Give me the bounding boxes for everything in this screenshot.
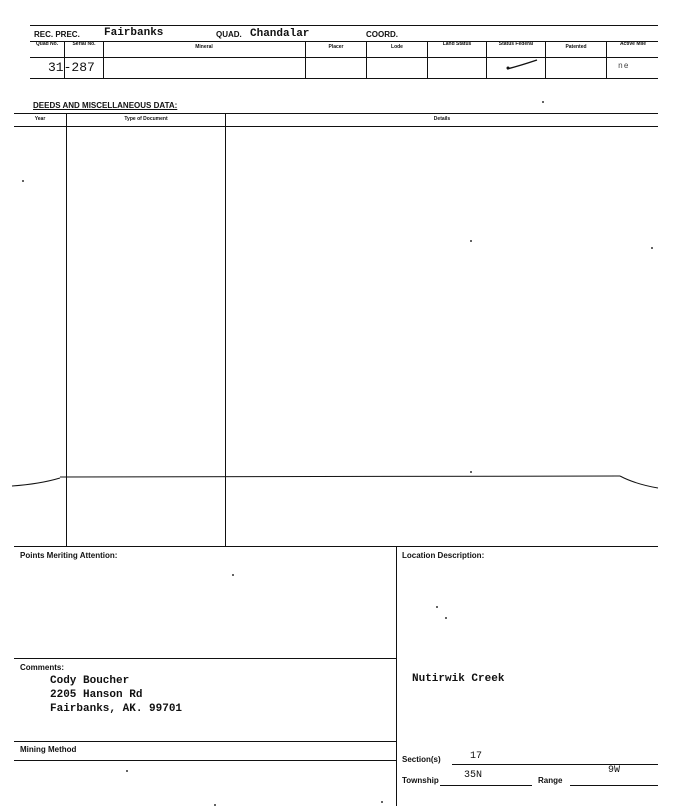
points-bottom-rule bbox=[14, 658, 396, 659]
col-quad-no: Quad No. bbox=[35, 41, 59, 47]
comments-line-1: Cody Boucher bbox=[50, 675, 130, 687]
sections-label: Section(s) bbox=[402, 755, 441, 764]
speck bbox=[445, 617, 447, 619]
speck bbox=[542, 101, 544, 103]
deeds-col-type: Type of Document bbox=[124, 116, 168, 122]
range-label: Range bbox=[538, 776, 563, 785]
page-join-line bbox=[10, 470, 670, 494]
speck bbox=[470, 240, 472, 242]
rec-prec-label: REC. PREC. bbox=[34, 30, 80, 39]
header-bottom-rule bbox=[30, 78, 658, 79]
col-mineral: Mineral bbox=[195, 44, 213, 50]
col-active: Active Mile bbox=[619, 41, 647, 47]
comments-label: Comments: bbox=[20, 663, 65, 672]
mining-method-label: Mining Method bbox=[20, 745, 77, 754]
status-check-mark bbox=[505, 58, 539, 72]
location-value: Nutirwik Creek bbox=[412, 673, 505, 685]
divider-patented bbox=[606, 41, 607, 78]
col-lode: Lode bbox=[391, 44, 403, 50]
coord-label: COORD. bbox=[366, 30, 398, 39]
speck bbox=[232, 574, 234, 576]
quad-label: QUAD. bbox=[216, 30, 242, 39]
location-label: Location Description: bbox=[402, 551, 485, 560]
range-value: 9W bbox=[608, 765, 621, 776]
rec-prec-value: Fairbanks bbox=[104, 27, 164, 39]
divider-federal bbox=[545, 41, 546, 78]
col-serial-no: Serial No. bbox=[72, 41, 96, 47]
speck bbox=[651, 247, 653, 249]
active-mark: ne bbox=[618, 62, 630, 71]
deeds-header-rule bbox=[14, 126, 658, 127]
quad-value: Chandalar bbox=[250, 28, 310, 40]
header-label-rule bbox=[30, 57, 658, 58]
header-top-rule bbox=[30, 25, 658, 26]
speck bbox=[436, 606, 438, 608]
sections-underline bbox=[452, 764, 658, 765]
deeds-col-year: Year bbox=[34, 116, 46, 122]
speck bbox=[126, 770, 128, 772]
quad-serial-value: 31-287 bbox=[48, 60, 95, 75]
divider-land bbox=[486, 41, 487, 78]
col-status-federal: Status Federal bbox=[498, 41, 534, 47]
comments-bottom-rule bbox=[14, 741, 396, 742]
deeds-top-rule bbox=[14, 113, 658, 114]
speck bbox=[22, 180, 24, 182]
speck bbox=[214, 804, 216, 806]
deeds-heading: DEEDS AND MISCELLANEOUS DATA: bbox=[33, 101, 178, 110]
speck bbox=[470, 471, 472, 473]
points-label: Points Meriting Attention: bbox=[20, 551, 118, 560]
township-underline bbox=[440, 785, 532, 786]
header-row-rule bbox=[30, 41, 658, 42]
divider-placer bbox=[366, 41, 367, 78]
comments-line-3: Fairbanks, AK. 99701 bbox=[50, 703, 183, 715]
col-patented: Patented bbox=[565, 44, 587, 50]
mining-method-rule bbox=[14, 760, 396, 761]
township-label: Township bbox=[402, 776, 439, 785]
sections-value: 17 bbox=[470, 751, 483, 762]
township-value: 35N bbox=[464, 770, 483, 781]
deeds-bottom-rule bbox=[14, 546, 658, 547]
deeds-col-details: Details bbox=[433, 116, 451, 122]
col-land-status: Land Status bbox=[442, 41, 472, 47]
col-placer: Placer bbox=[328, 44, 344, 50]
divider-serial bbox=[103, 41, 104, 78]
divider-lode bbox=[427, 41, 428, 78]
range-underline bbox=[570, 785, 658, 786]
lower-vertical-divider bbox=[396, 546, 397, 806]
divider-mineral bbox=[305, 41, 306, 78]
comments-line-2: 2205 Hanson Rd bbox=[50, 689, 143, 701]
speck bbox=[381, 801, 383, 803]
